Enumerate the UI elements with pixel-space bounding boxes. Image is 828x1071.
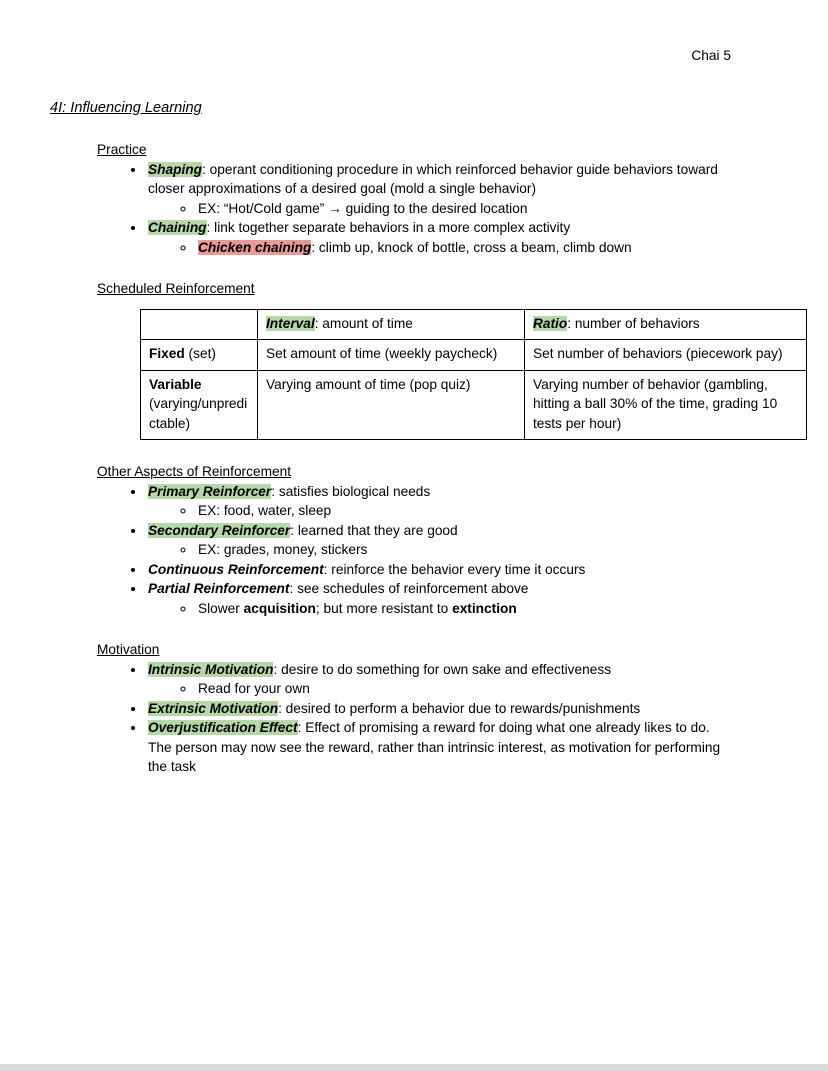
section-heading-motivation: Motivation xyxy=(97,642,160,657)
table-cell-interval-header xyxy=(258,309,525,340)
chaining-sublist xyxy=(148,238,731,258)
secondary-sublist xyxy=(148,540,731,560)
def-interval: : amount of time xyxy=(314,315,413,331)
header-label: Chai 5 xyxy=(691,48,731,63)
term-shaping: Shaping xyxy=(148,161,202,177)
term-primary-reinforcer: Primary Reinforcer xyxy=(148,483,272,499)
section-practice xyxy=(97,140,731,257)
fixed-ratio-text: Set number of behaviors (piecework pay) xyxy=(533,346,783,361)
practice-list xyxy=(97,160,731,258)
bullet-shaping xyxy=(146,160,731,219)
def-secondary-reinforcer: : learned that they are good xyxy=(290,522,458,538)
page-bottom-edge xyxy=(0,1064,828,1071)
table-cell-fixed-label xyxy=(141,340,258,371)
bullet-overjustification-effect xyxy=(146,718,731,777)
bullet-chaining xyxy=(146,218,731,257)
partial-detail-p2: ; but more resistant to xyxy=(315,600,453,616)
intrinsic-example-text: Read for your own xyxy=(198,681,310,696)
shaping-example-text: EX: “Hot/Cold game” → guiding to the desired location xyxy=(198,200,528,216)
primary-example-text: EX: food, water, sleep xyxy=(198,503,332,518)
def-primary-reinforcer: : satisfies biological needs xyxy=(271,483,431,499)
motivation-list xyxy=(97,660,731,777)
partial-detail-acquisition: acquisition xyxy=(243,600,316,616)
term-ratio: Ratio xyxy=(533,315,568,331)
term-intrinsic-motivation: Intrinsic Motivation xyxy=(148,661,274,677)
term-chicken-chaining: Chicken chaining xyxy=(198,239,312,255)
section-motivation xyxy=(97,640,731,777)
section-heading-practice: Practice xyxy=(97,142,147,157)
def-chaining: : link together separate behaviors in a more complex activity xyxy=(206,220,571,235)
primary-sublist xyxy=(148,501,731,521)
def-continuous-reinforcement: : reinforce the behavior every time it occurs xyxy=(323,561,586,577)
bullet-primary-reinforcer xyxy=(146,482,731,521)
fixed-interval-text: Set amount of time (weekly paycheck) xyxy=(266,346,498,361)
intrinsic-sublist xyxy=(148,679,731,699)
def-shaping: : operant conditioning procedure in which reinforced behavior guide behaviors toward closer approximations of a desired goal (mold a single behavior) xyxy=(148,161,718,196)
secondary-example-text: EX: grades, money, stickers xyxy=(198,542,368,557)
table-cell-fixed-ratio xyxy=(525,340,807,371)
table-row-fixed xyxy=(141,340,807,371)
table-cell-variable-ratio xyxy=(525,370,807,440)
bullet-partial-reinforcement xyxy=(146,579,731,618)
section-other-aspects xyxy=(97,462,731,618)
table-cell-fixed-interval xyxy=(258,340,525,371)
sub-bullet-partial-detail xyxy=(196,599,731,619)
table-cell-ratio-header xyxy=(525,309,807,340)
sub-bullet-shaping-example xyxy=(196,199,731,219)
term-overjustification-effect: Overjustification Effect xyxy=(148,720,298,735)
term-extrinsic-motivation: Extrinsic Motivation xyxy=(148,700,279,716)
fixed-rest: (set) xyxy=(184,346,216,361)
table-cell-empty xyxy=(141,309,258,340)
table-cell-variable-label xyxy=(141,370,258,440)
def-chicken-chaining: : climb up, knock of bottle, cross a beam, climb down xyxy=(311,239,632,255)
sub-bullet-primary-example xyxy=(196,501,731,521)
bullet-intrinsic-motivation xyxy=(146,660,731,699)
variable-interval-text: Varying amount of time (pop quiz) xyxy=(266,376,471,392)
term-secondary-reinforcer: Secondary Reinforcer xyxy=(148,522,291,538)
def-overjustification-effect: : Effect of promising a reward for doing what one already likes to do. The person may now see the reward, rather than intrinsic interest, as motivation for performing the task xyxy=(148,720,721,774)
sub-bullet-secondary-example xyxy=(196,540,731,560)
def-intrinsic-motivation: : desire to do something for own sake and effectiveness xyxy=(273,661,612,677)
def-partial-reinforcement: : see schedules of reinforcement above xyxy=(289,581,529,596)
def-extrinsic-motivation: : desired to perform a behavior due to rewards/punishments xyxy=(278,700,641,716)
page-header xyxy=(50,46,731,66)
reinforcement-schedule-table xyxy=(140,309,807,441)
bullet-extrinsic-motivation xyxy=(146,699,731,719)
partial-detail-extinction: extinction xyxy=(452,600,517,616)
bullet-continuous-reinforcement xyxy=(146,560,731,580)
term-continuous-reinforcement: Continuous Reinforcement xyxy=(148,561,324,577)
variable-ratio-text: Varying number of behavior (gambling, hitting a ball 30% of the time, grading 10 tests per hour) xyxy=(533,376,778,431)
term-chaining: Chaining xyxy=(148,220,207,235)
section-heading-other-aspects: Other Aspects of Reinforcement xyxy=(97,464,291,479)
doc-title: 4I: Influencing Learning xyxy=(50,99,202,116)
sub-bullet-intrinsic-example xyxy=(196,679,731,699)
variable-rest: (varying/unpredictable) xyxy=(149,396,248,431)
term-partial-reinforcement: Partial Reinforcement xyxy=(148,581,290,596)
term-fixed: Fixed xyxy=(149,346,185,361)
bullet-secondary-reinforcer xyxy=(146,521,731,560)
term-interval: Interval xyxy=(266,315,315,331)
partial-sublist xyxy=(148,599,731,619)
term-variable: Variable xyxy=(149,376,202,392)
shaping-sublist xyxy=(148,199,731,219)
section-heading-scheduled: Scheduled Reinforcement xyxy=(97,281,255,296)
table-cell-variable-interval xyxy=(258,370,525,440)
def-ratio: : number of behaviors xyxy=(567,315,700,331)
other-aspects-list xyxy=(97,482,731,619)
section-scheduled-reinforcement xyxy=(97,279,783,440)
sub-bullet-chicken-chaining xyxy=(196,238,731,258)
table-row-header xyxy=(141,309,807,340)
table-row-variable xyxy=(141,370,807,440)
partial-detail-p1: Slower xyxy=(198,600,244,616)
